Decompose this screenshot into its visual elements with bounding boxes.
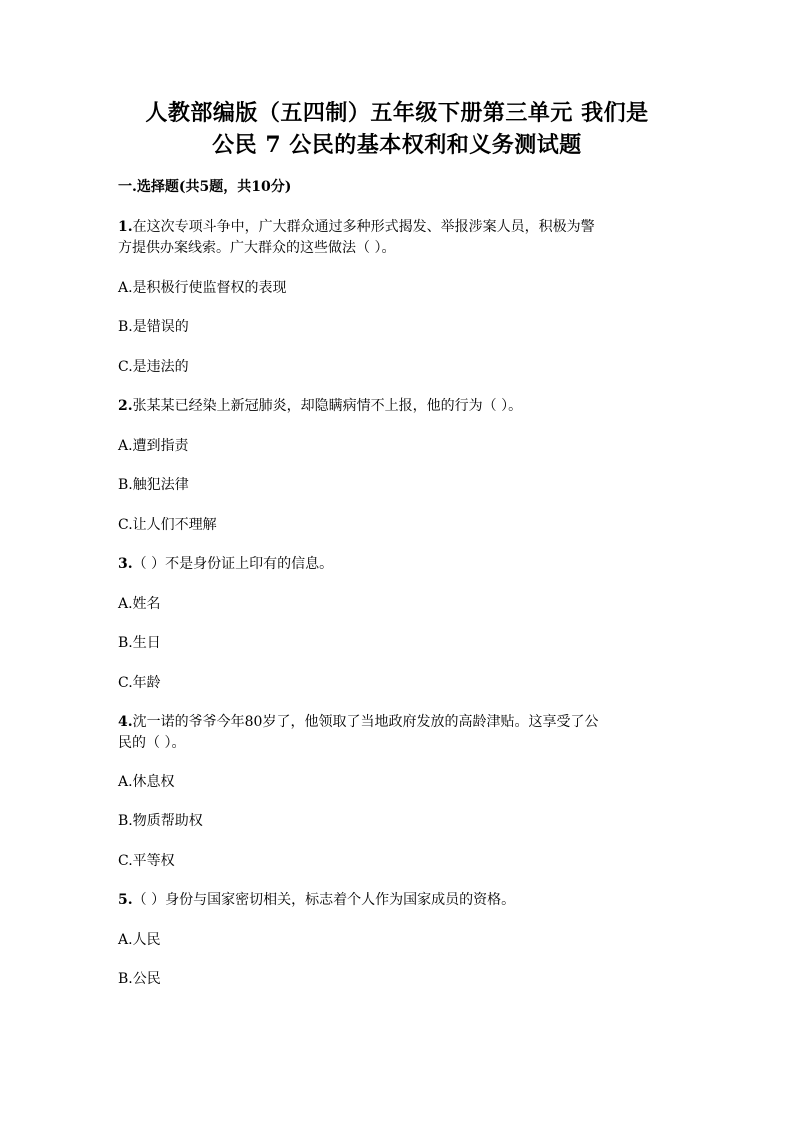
question-2-stem-text: 张某某已经染上新冠肺炎，却隐瞒病情不上报，他的行为（ ）。 xyxy=(132,398,523,414)
question-3-stem-text: （ ）不是身份证上印有的信息。 xyxy=(132,556,334,572)
question-1-stem-text-1: 在这次专项斗争中，广大群众通过多种形式揭发、举报涉案人员，积极为警 xyxy=(132,219,595,235)
question-2-option-c: C.让人们不理解 xyxy=(118,517,217,533)
question-3-number: 3. xyxy=(118,556,133,572)
question-5-stem-text: （ ）身份与国家密切相关，标志着个人作为国家成员的资格。 xyxy=(132,892,516,908)
question-4-option-c: C.平等权 xyxy=(118,853,175,869)
question-4-stem-text-1: 沈一诺的爷爷今年80岁了，他领取了当地政府发放的高龄津贴。这享受了公 xyxy=(132,714,599,730)
question-5-option-a: A.人民 xyxy=(118,932,161,948)
question-5-number: 5. xyxy=(118,892,133,908)
question-2-option-b: B.触犯法律 xyxy=(118,477,189,493)
question-4-stem-line-1 xyxy=(118,712,598,732)
section-heading: 一.选择题(共5题，共10分) xyxy=(118,179,292,195)
question-5-stem xyxy=(118,890,515,910)
question-2-number: 2. xyxy=(118,398,133,414)
question-1-option-a: A.是积极行使监督权的表现 xyxy=(118,280,287,296)
document-title-line-2: 公民 7 公民的基本权利和义务测试题 xyxy=(212,132,582,158)
question-3-option-c: C.年龄 xyxy=(118,675,161,691)
question-1-stem-line-1 xyxy=(118,217,595,237)
question-4-option-a: A.休息权 xyxy=(118,774,175,790)
document-title-line-1: 人教部编版（五四制）五年级下册第三单元 我们是 xyxy=(145,100,649,126)
question-1-number: 1. xyxy=(118,219,133,235)
question-5-option-b: B.公民 xyxy=(118,971,161,987)
question-4-stem-line-2: 民的（ ）。 xyxy=(118,735,186,751)
question-4-option-b: B.物质帮助权 xyxy=(118,813,203,829)
question-2-option-a: A.遭到指责 xyxy=(118,438,189,454)
question-1-option-c: C.是违法的 xyxy=(118,359,189,375)
question-3-stem xyxy=(118,554,333,574)
question-1-option-b: B.是错误的 xyxy=(118,319,189,335)
question-3-option-b: B.生日 xyxy=(118,635,161,651)
question-1-stem-line-2: 方提供办案线索。广大群众的这些做法（ ）。 xyxy=(118,240,396,256)
question-2-stem xyxy=(118,396,522,416)
question-4-number: 4. xyxy=(118,714,133,730)
question-3-option-a: A.姓名 xyxy=(118,596,161,612)
